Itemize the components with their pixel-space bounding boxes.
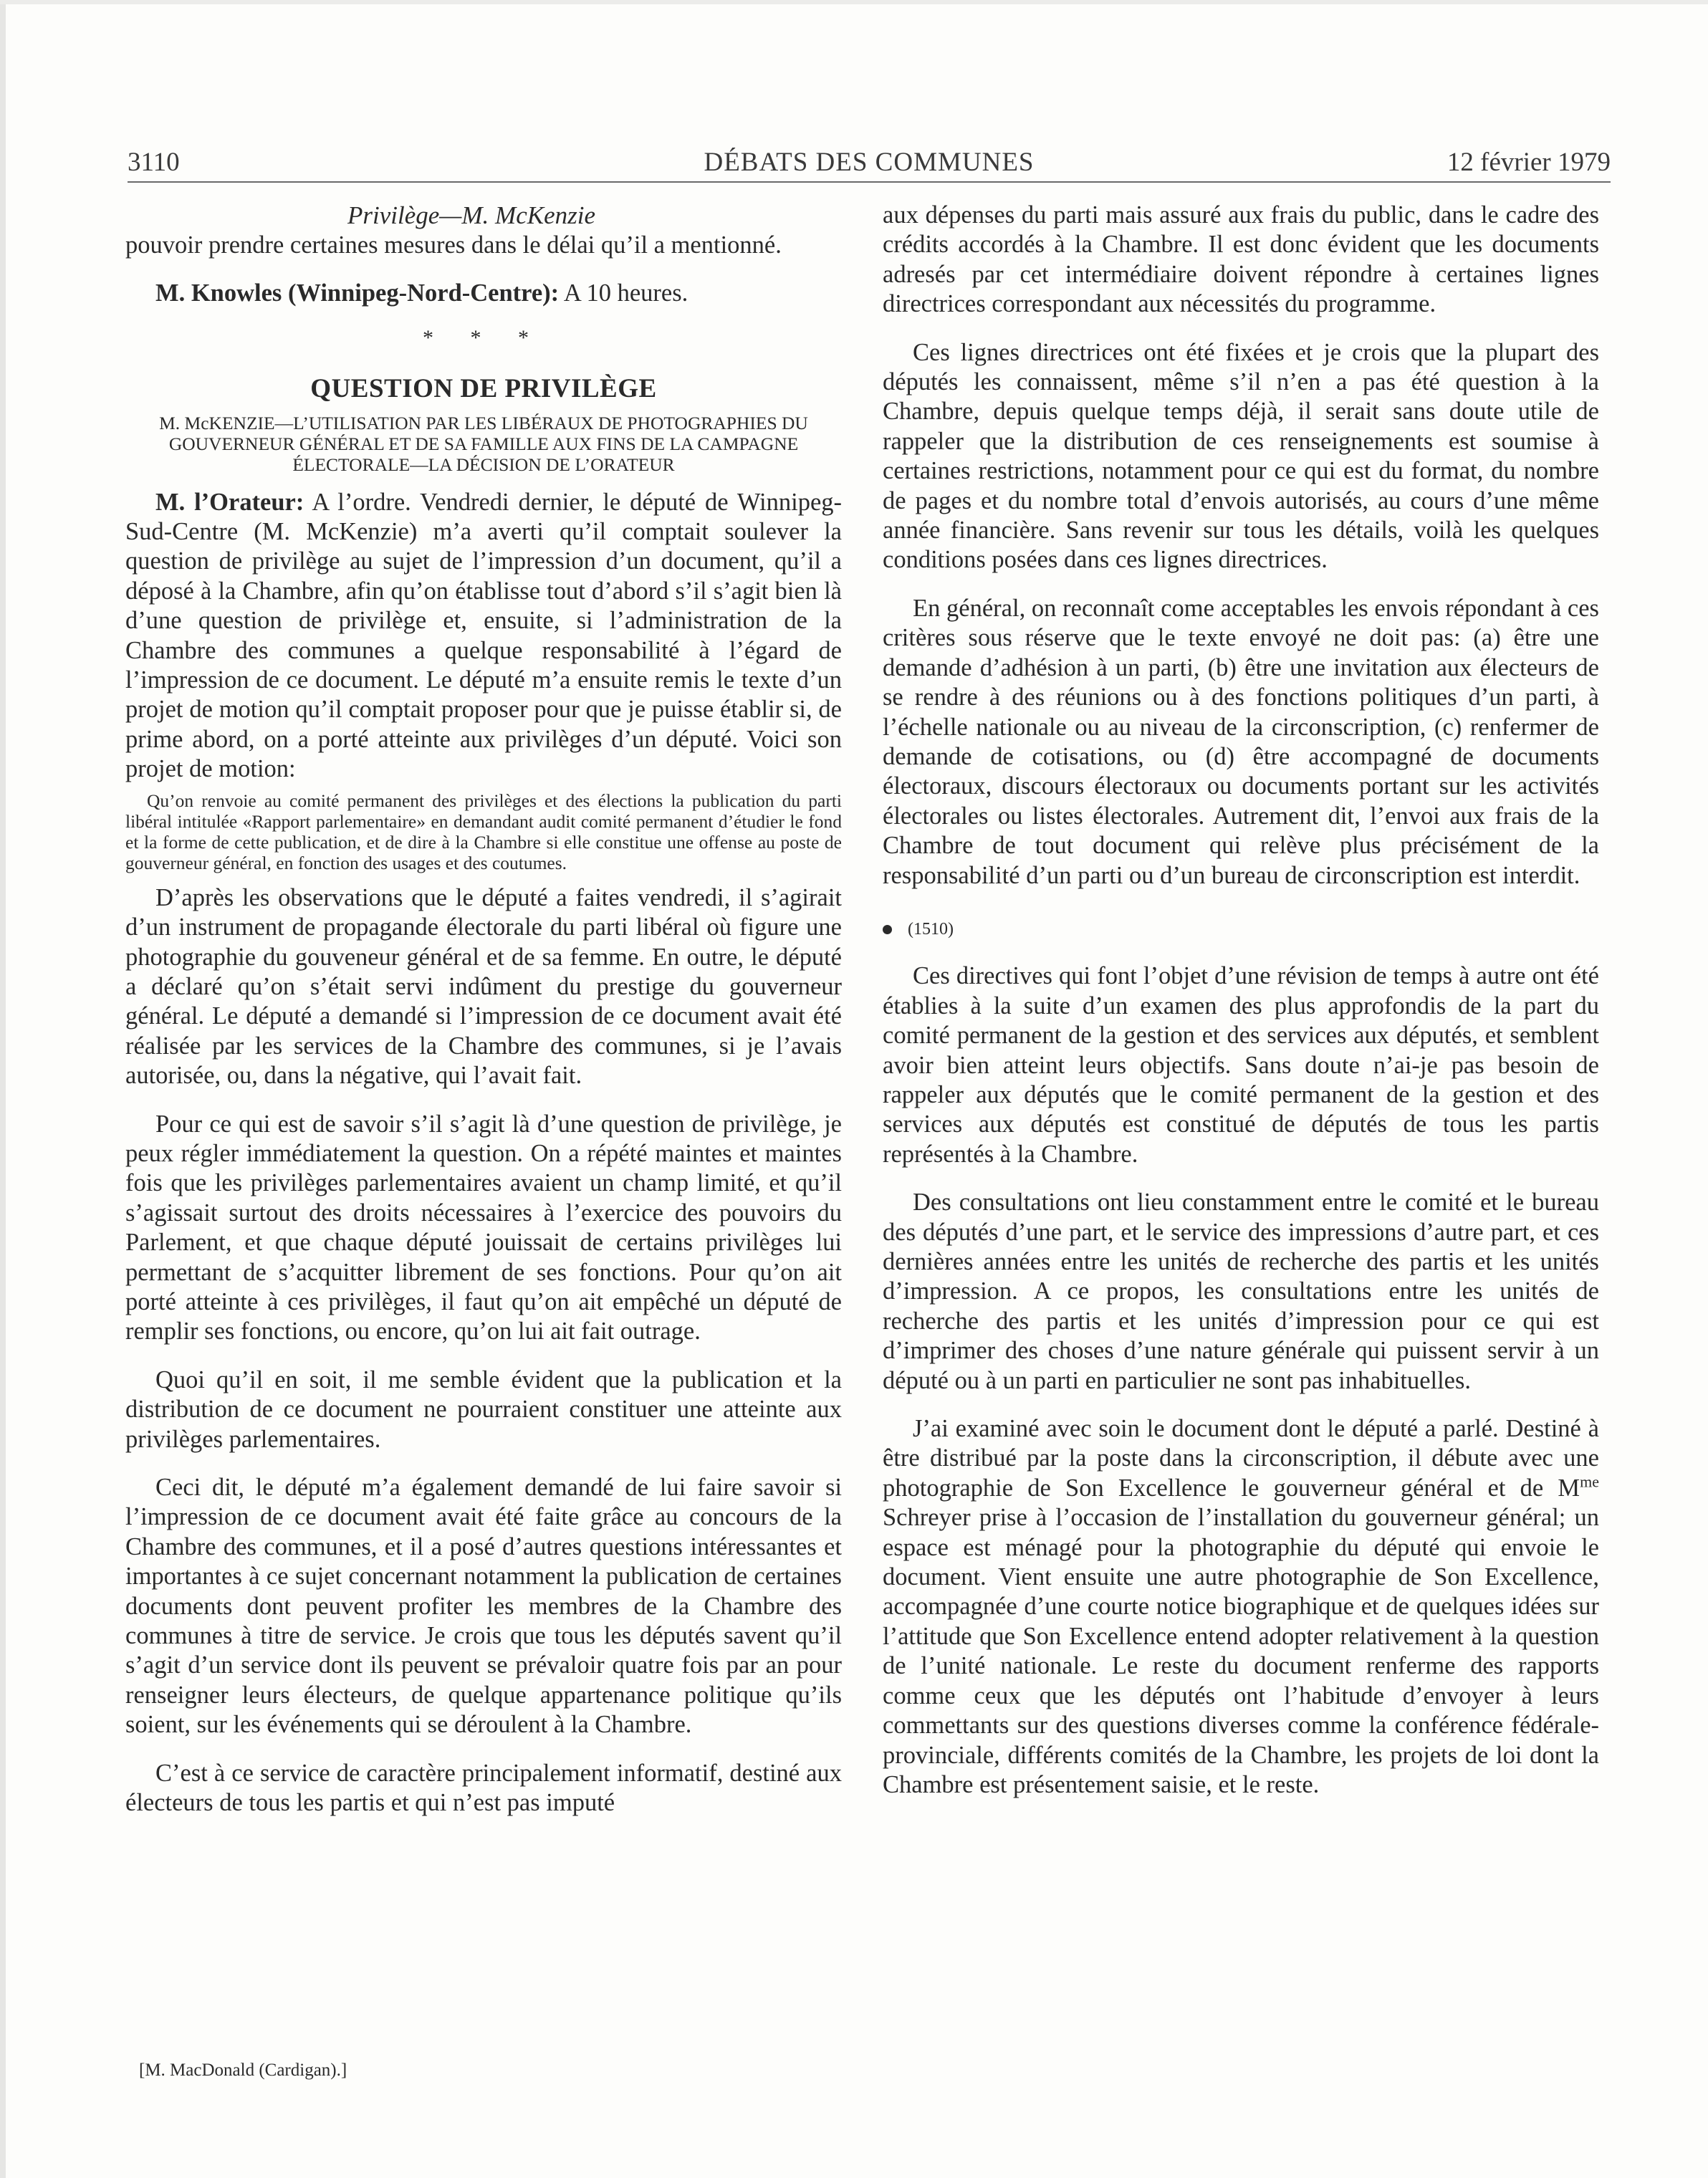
speech-text: A l’ordre. Vendredi dernier, le député de Winnipeg-Sud-Centre (M. McKenzie) m’a averti qu’il comptait soulever la question de privilège au sujet de l’impression d’un document, qu’il a déposé à la Chambre, afin qu’on établisse tout d’abord s’il s’agit bien là d’une question de privilège et, ensuite, si l’administration de la Chambre des communes a quelque responsabilité à l’égard de l’impression de ce document. Le député m’a ensuite remis le texte d’un projet de motion qu’il comptait proposer pour que je puisse établir si, de prime abord, on a porté atteinte aux privilèges d’un député. Voici son projet de motion: (125, 488, 842, 783)
time-marker-text: (1510) (908, 919, 954, 939)
paragraph: En général, on reconnaît come acceptables les envois répondant à ces critères sous réserve que le texte envoyé ne doit pas: (a) être une demande d’adhésion à un parti, (b) être une invitation aux électeurs de se rendre à des réunions ou à des fonctions politiques d’un parti, à l’échelle nationale ou au niveau de la circonscription, (c) renfermer de demande de cotisations, ou (d) être accompagné de documents électoraux, discours électoraux ou documents portant sur les activités électorales ou listes électorales. Autrement dit, l’envoi aux frais de la Chambre de tout document qui relève plus précisément de la responsabilité d’un parti ou d’un bureau de circonscription est interdit. (883, 594, 1599, 889)
speaker-name: M. Knowles (Winnipeg-Nord-Centre): (155, 279, 560, 307)
section-subheading: M. McKENZIE—L’UTILISATION PAR LES LIBÉRAUX DE PHOTOGRAPHIES DU GOUVERNEUR GÉNÉRAL ET DE SA FAMILLE AUX FINS DE LA CAMPAGNE ÉLECTORALE—LA DÉCISION DE L’ORATEUR (159, 412, 808, 475)
paragraph: Ces lignes directrices ont été fixées et je crois que la plupart des députés les connaissent, même s’il n’en a pas été question à la Chambre, depuis quelque temps déjà, il serait sans doute utile de rappeler que la distribution de ces renseignements est soumise à certaines restrictions, notamment pour ce qui est du format, du nombre de pages et du nombre total d’envois autorisés, au cours d’une même année financière. Sans revenir sur tous les détails, voilà les quelques conditions posées dans ces lignes directrices. (883, 338, 1599, 574)
page-edge-top (0, 0, 1708, 4)
paragraph: aux dépenses du parti mais assuré aux frais du public, dans le cadre des crédits accordés à la Chambre. Il est donc évident que les documents adresés par cet intermédiaire doivent répondre à certaines lignes directrices correspondant aux nécessités du programme. (883, 201, 1599, 318)
section-separator: * * * (423, 325, 544, 350)
superscript: me (1580, 1472, 1599, 1491)
paragraph-text: Schreyer prise à l’occasion de l’installation du gouverneur général; un espace est ménagé pour la photographie du député qui envoie le document. Vient ensuite une autre photographie de Son Excellence, accompagnée d’une courte notice biographique et de quelques idées sur l’attitude que Son Excellence entend adopter relativement à la question de l’unité nationale. Le reste du document renferme des rapports comme ceux que les députés ont l’habitude d’envoyer à leurs commettants sur des questions diverses comme la conférence fédérale-provinciale, différents comités de la Chambre, les projets de loi dont la Chambre est présentement saisie, et le reste. (883, 1504, 1599, 1798)
paragraph: Ceci dit, le député m’a également demandé de lui faire savoir si l’impression de ce document avait été faite grâce au concours de la Chambre des communes, et il a posé d’autres questions intéressantes et importantes à ce sujet concernant notamment la publication de certaines documents dont peuvent profiter les membres de la Chambre des communes à titre de service. Je crois que tous les députés savent qu’il s’agit d’un service dont ils peuvent se prévaloir quatre fois par an pour renseigner leurs électeurs, de quelque appartenance politique qu’ils soient, sur les événements qui se déroulent à la Chambre. (125, 1474, 842, 1739)
quote-text: Qu’on renvoie au comité permanent des privilèges et des élections la publication du parti libéral intitulée «Rapport parlementaire» en demandant audit comité permanent d’étudier le fond et la forme de cette publication, et de dire à la Chambre si elle constitue une offense au poste de gouverneur général, en fonction des usages et des coutumes. (125, 790, 842, 873)
right-column (883, 201, 1599, 1800)
page-number: 3110 (128, 148, 180, 177)
paragraph: Ces directives qui font l’objet d’une révision de temps à autre ont été établies à la suite d’un examen des plus approfondis de la part du comité permanent de la gestion et des services aux députés, et semblent avoir bien atteint leurs objectifs. Sans doute n’ai-je pas besoin de rappeler aux députés que le comité permanent de la gestion et des services aux députés est constitué de députés de tous les partis représentés à la Chambre. (883, 962, 1599, 1168)
paragraph: Des consultations ont lieu constamment entre le comité et le bureau des députés d’une part, et le service des impressions d’autre part, et ces dernières années entre les unités de recherche des partis et les unités d’impression. A ce propos, les consultations entre les unités de recherche des partis et les unités d’impression pour ce qui est d’imprimer des choses d’une nature générale qui puissent servir à un député ou à un parti en particulier ne sont pas inhabituelles. (883, 1189, 1599, 1394)
section-heading: QUESTION DE PRIVILÈGE (310, 374, 657, 404)
speaker-paragraph (125, 488, 842, 785)
bullet-icon (883, 925, 892, 934)
time-marker (883, 915, 1599, 944)
speaker-name: M. l’Orateur: (155, 488, 304, 516)
paragraph: Pour ce qui est de savoir s’il s’agit là d’une question de privilège, je peux régler immédiatement la question. On a répété maintes et maintes fois que les privilèges parlementaires avaient un champ limité, et qu’il s’agissait surtout des droits nécessaires à l’exercice des pouvoirs du Parlement, et que chaque député jouissait de certains privilèges lui permettant de s’acquitter librement de ses fonctions. Pour qu’on ait porté atteinte à ces privilèges, il faut qu’on ait empêché un député de remplir ses fonctions, ou encore, qu’on lui ait fait outrage. (125, 1110, 842, 1345)
header-rule (128, 181, 1611, 183)
left-column (125, 201, 842, 1818)
paragraph: C’est à ce service de caractère principalement informatif, destiné aux électeurs de tous les partis et qui n’est pas imputé (125, 1759, 842, 1817)
paragraph: D’après les observations que le député a faites vendredi, il s’agirait d’un instrument de propagande électorale du parti libéral où figure une photographie du gouveneur général et de sa femme. En outre, le député a déclaré qu’on s’était servi indûment du prestige du gouverneur général. Le député a demandé si l’impression de ce document avait été réalisée par les services de la Chambre des communes, si je l’avais autorisée, ou, dans la négative, qui l’avait fait. (125, 883, 842, 1090)
motion-quote (125, 790, 842, 873)
page-header (128, 147, 1611, 184)
speaker-paragraph (125, 279, 842, 308)
running-head: Privilège—M. McKenzie (347, 201, 596, 229)
publication-date: 12 février 1979 (1446, 148, 1611, 177)
paragraph (883, 1414, 1599, 1800)
publication-title: DÉBATS DES COMMUNES (704, 148, 1035, 177)
speaker-footnote: [M. MacDonald (Cardigan).] (139, 2061, 347, 2080)
paragraph-text: J’ai examiné avec soin le document dont le député a parlé. Destiné à être distribué par la poste dans la circonscription, il débute avec une photographie de Son Excellence le gouverneur général et de M (883, 1415, 1599, 1502)
speech-text: A 10 heures. (559, 279, 689, 307)
page-edge (0, 0, 6, 2178)
paragraph: Quoi qu’il en soit, il me semble évident que la publication et la distribution de ce document ne pourraient constituer une atteinte aux privilèges parlementaires. (125, 1366, 842, 1453)
paragraph: pouvoir prendre certaines mesures dans le délai qu’il a mentionné. (125, 231, 782, 259)
